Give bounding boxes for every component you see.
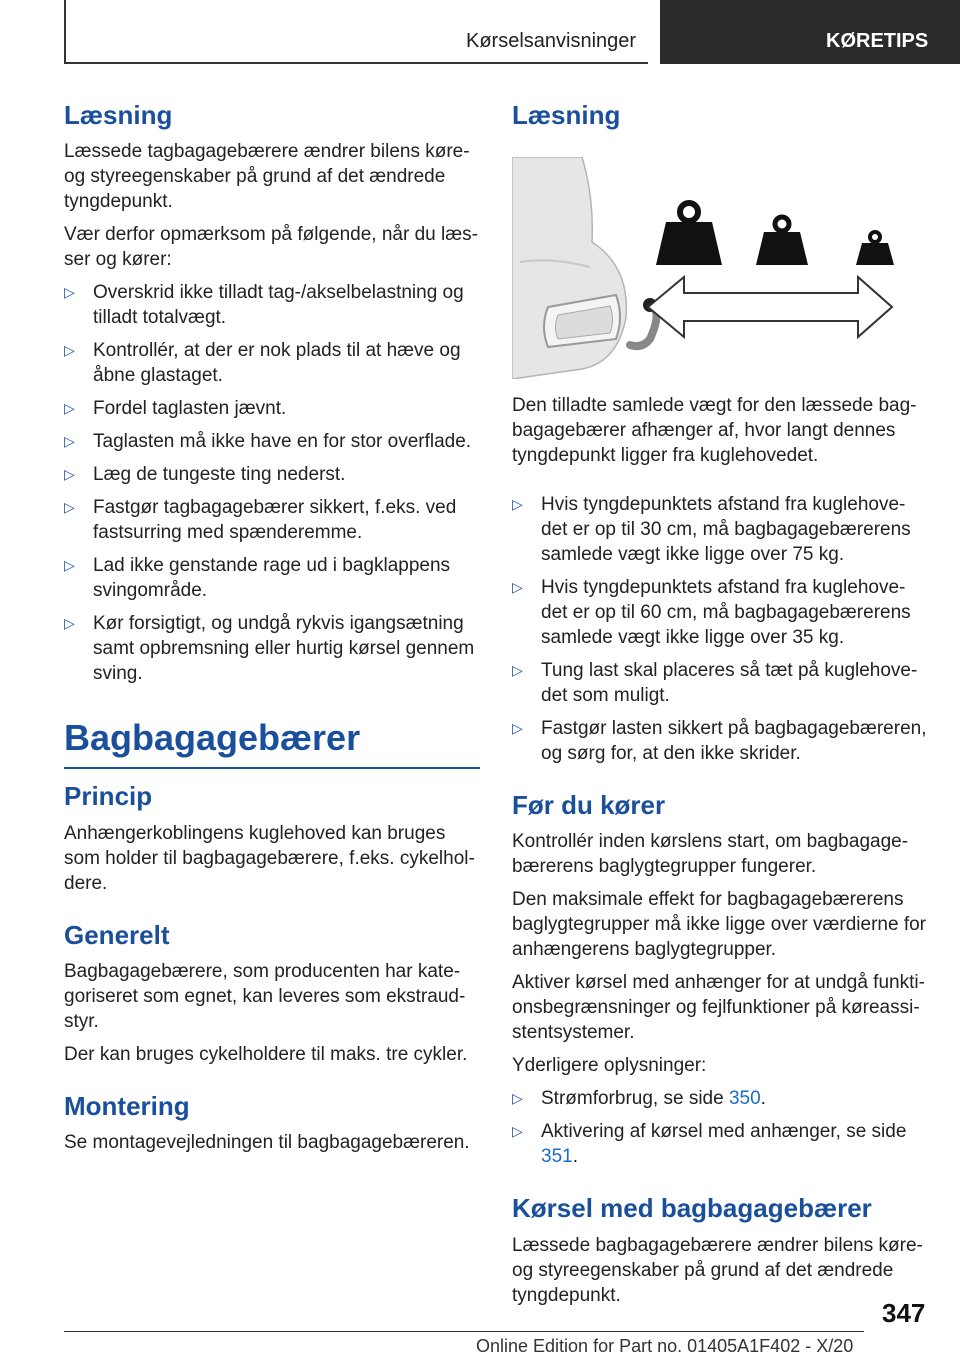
paragraph: Den maksimale effekt for bagbagagebærerens baglygtegrupper må ikke ligge over værdierne for anhængerens baglygtegrupper. <box>512 889 926 961</box>
paragraph: Kontrollér inden kørslens start, om bagbagage- bærerens baglygtegrupper fungerer. <box>512 831 909 878</box>
list-item: ▷ Fordel taglasten jævnt. <box>64 398 287 420</box>
list-item: ▷ Fastgør tagbagagebærer sikkert, f.eks. ved fastsurring med spænderemme. <box>64 497 457 544</box>
triangle-bullet-icon: ▷ <box>64 499 75 516</box>
paragraph: Der kan bruges cykelholdere til maks. tre cykler. <box>64 1043 468 1065</box>
paragraph: Bagbagagebærere, som producenten har kate- goriseret som egnet, kan leveres som ekstraud- styr. <box>64 960 466 1032</box>
paragraph: Læssede tagbagagebærere ændrer bilens køre- og styreegenskaber på grund af det ændrede tyngdepunkt. <box>64 141 470 213</box>
triangle-bullet-icon: ▷ <box>64 466 75 483</box>
heading-laesning-right: Læsning <box>512 100 621 130</box>
list-item: ▷ Taglasten må ikke have en for stor overflade. <box>64 431 472 453</box>
paragraph: Læssede bagbagagebærere ændrer bilens køre- og styreegenskaber på grund af det ændrede tyngdepunkt. <box>512 1234 923 1306</box>
heading-foer-du-koerer: Før du kører <box>512 790 666 821</box>
paragraph: Aktiver kørsel med anhænger for at undgå funkti- onsbegrænsninger og fejlfunktioner på køreassi- stentsystemer. <box>512 972 925 1044</box>
right-column <box>512 100 928 1316</box>
page-link-351[interactable]: 351 <box>541 1146 573 1168</box>
chapter-tab <box>660 0 960 64</box>
page-link-350[interactable]: 350 <box>728 1088 761 1110</box>
car-rear-bumper <box>512 157 626 379</box>
paragraph: Anhængerkoblingens kuglehoved kan bruges som holder til bagbagagebærere, f.eks. cykelhol- dere. <box>64 822 475 894</box>
triangle-bullet-icon: ▷ <box>512 720 523 737</box>
left-column <box>64 100 480 1163</box>
distance-arrow <box>648 277 892 337</box>
list-item: ▷ Strømforbrug, se side 350. <box>512 1088 766 1110</box>
triangle-bullet-icon: ▷ <box>512 579 523 596</box>
list-item: ▷ Hvis tyngdepunktets afstand fra kuglehove- det er op til 60 cm, må bagbagagebærerens samlede vægt ikke ligge over 35 kg. <box>512 577 911 649</box>
triangle-bullet-icon: ▷ <box>64 342 75 359</box>
triangle-bullet-icon: ▷ <box>512 1090 523 1107</box>
triangle-bullet-icon: ▷ <box>512 662 523 679</box>
list-item: ▷ Lad ikke genstande rage ud i bagklappens svingområde. <box>64 555 451 602</box>
heading-laesning: Læsning <box>64 100 173 130</box>
rear-carrier-load-illustration <box>512 157 928 379</box>
load-distance-diagram <box>512 157 928 379</box>
triangle-bullet-icon: ▷ <box>512 496 523 513</box>
list-item: ▷ Overskrid ikke tilladt tag-/akselbelastning og tilladt totalvægt. <box>64 282 464 329</box>
list-item: ▷ Tung last skal placeres så tæt på kuglehove- det som muligt. <box>512 660 918 707</box>
triangle-bullet-icon: ▷ <box>64 557 75 574</box>
weight-medium-icon <box>756 217 808 265</box>
list-item: ▷ Kør forsigtigt, og undgå rykvis igangsætning samt opbremsning eller hurtig kørsel gennem sving. <box>64 613 475 685</box>
footer-divider <box>64 1331 864 1332</box>
list-item: ▷ Læg de tungeste ting nederst. <box>64 464 346 486</box>
weight-large-icon <box>656 203 722 265</box>
more-info-list <box>512 1086 928 1169</box>
list-item: ▷ Fastgør lasten sikkert på bagbagagebæreren, og sørg for, at den ikke skrider. <box>512 718 927 765</box>
triangle-bullet-icon: ▷ <box>512 1123 523 1140</box>
paragraph: Vær derfor opmærksom på følgende, når du læs- ser og kører: <box>64 224 478 271</box>
heading-princip: Princip <box>64 781 153 812</box>
footer-edition: Online Edition for Part no. 01405A1F402 - X/20 <box>476 1336 854 1356</box>
triangle-bullet-icon: ▷ <box>64 284 75 301</box>
list-item: ▷ Kontrollér, at der er nok plads til at hæve og åbne glastaget. <box>64 340 461 387</box>
heading-koersel-med-bagbagagebaerer: Kørsel med bagbagagebærer <box>512 1193 872 1224</box>
paragraph: Se montagevejledningen til bagbagagebæreren. <box>64 1131 470 1153</box>
triangle-bullet-icon: ▷ <box>64 615 75 632</box>
heading-montering: Montering <box>64 1090 190 1121</box>
page-header <box>0 0 960 66</box>
paragraph: Den tilladte samlede vægt for den læssede bag- bagagebærer afhænger af, hvor langt dennes tyngdepunkt ligger fra kuglehovedet. <box>512 395 917 467</box>
list-item: ▷ Hvis tyngdepunktets afstand fra kuglehove- det er op til 30 cm, må bagbagagebærerens samlede vægt ikke ligge over 75 kg. <box>512 494 911 566</box>
paragraph: Yderligere oplysninger: <box>512 1055 707 1077</box>
triangle-bullet-icon: ▷ <box>64 433 75 450</box>
weight-small-icon <box>856 232 894 265</box>
list-item: ▷ Aktivering af kørsel med anhænger, se side 351. <box>512 1121 907 1168</box>
heading-generelt: Generelt <box>64 919 170 950</box>
triangle-bullet-icon: ▷ <box>64 400 75 417</box>
rear-load-list <box>512 492 928 766</box>
heading-bagbagagebaerer: Bagbagagebærer <box>64 716 480 769</box>
chapter-title: KØRETIPS <box>826 30 929 52</box>
tow-bar-arm <box>630 307 657 346</box>
section-title: Kørselsanvisninger <box>466 30 637 52</box>
roof-load-list <box>64 280 480 686</box>
page-number: 347 <box>882 1298 926 1328</box>
